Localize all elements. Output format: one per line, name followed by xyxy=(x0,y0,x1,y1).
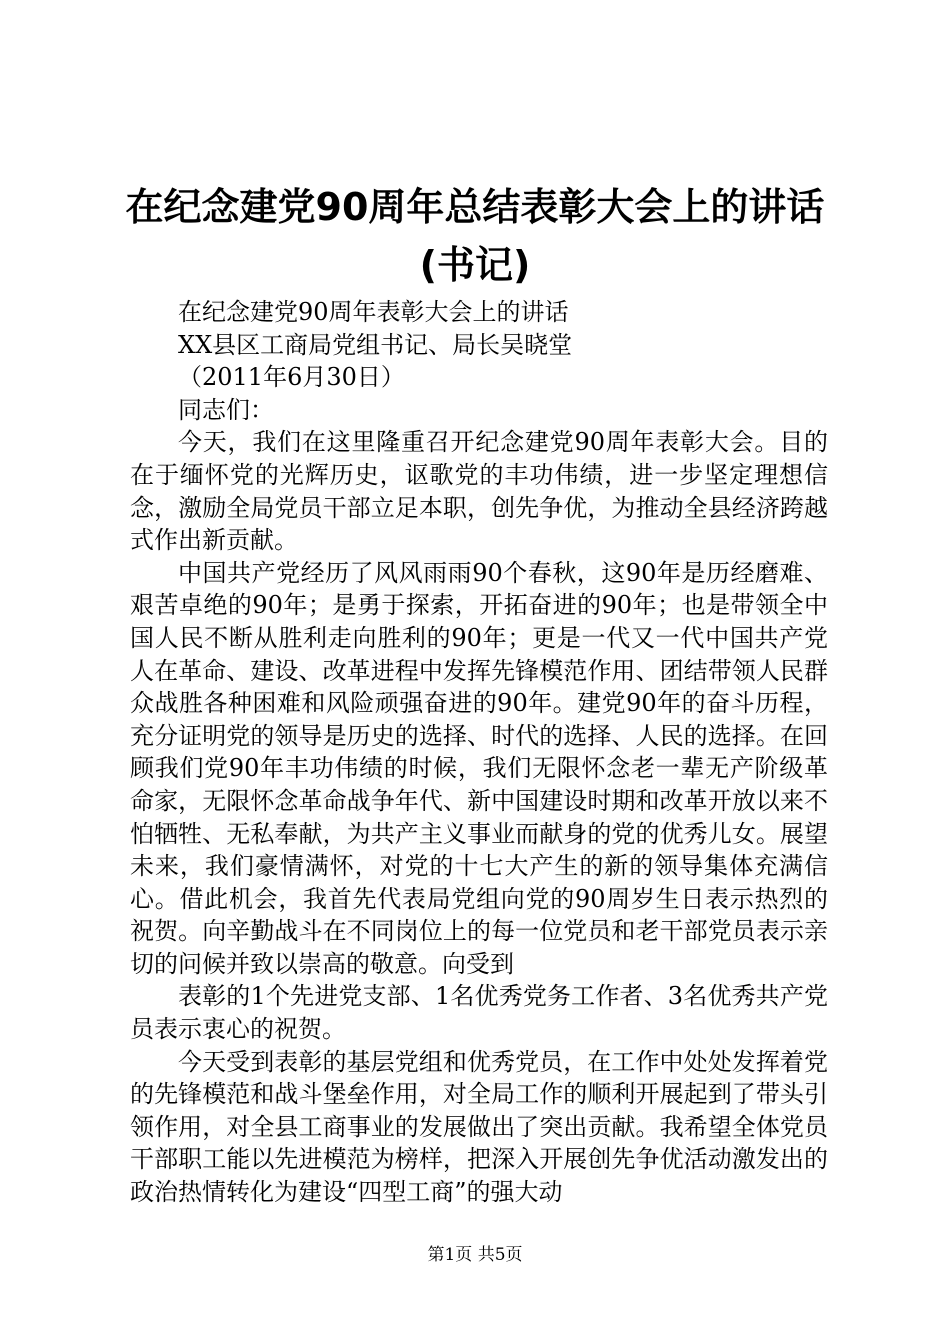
speech-date: （2011年6月30日） xyxy=(178,363,405,392)
paragraph: 中国共产党经历了风风雨雨90个春秋，这90年是历经磨难、艰苦卓绝的90年；是勇于探索，开拓奋进的90年；也是带领全中国人民不断从胜利走向胜利的90年；更是一代又一代中国共产党人在革命、建设、改革进程中发挥先锋模范作用、团结带领人民群众战胜各种困难和风险顽强奋进的90年。建党90年的奋斗历程，充分证明党的领导是历史的选择、时代的选择、人民的选择。在回顾我们党90年丰功伟绩的时候，我们无限怀念老一辈无产阶级革命家，无限怀念革命战争年代、新中国建设时期和改革开放以来不怕牺牲、无私奉献，为共产主义事业而献身的党的优秀儿女。展望未来，我们豪情满怀，对党的十七大产生的新的领导集体充满信心。借此机会，我首先代表局党组向党的90周岁生日表示热烈的祝贺。向辛勤战斗在不同岗位上的每一位党员和老干部党员表示亲切的问候并致以崇高的敬意。向受到 xyxy=(130,558,828,978)
speech-author: XX县区工商局党组书记、局长吴晓堂 xyxy=(178,330,573,359)
paragraph: 今天受到表彰的基层党组和优秀党员，在工作中处处发挥着党的先锋模范和战斗堡垒作用，对全局工作的顺利开展起到了带头引领作用，对全县工商事业的发展做出了突出贡献。我希望全体党员干部职工能以先进模范为榜样，把深入开展创先争优活动激发出的政治热情转化为建设“四型工商”的强大动 xyxy=(130,1047,828,1207)
paragraph: 表彰的1个先进党支部、1名优秀党务工作者、3名优秀共产党员表示衷心的祝贺。 xyxy=(130,982,828,1044)
document-title: 在纪念建党90周年总结表彰大会上的讲话(书记) xyxy=(125,185,825,287)
page-footer: 第1页 共5页 xyxy=(427,1245,523,1265)
document-body xyxy=(130,296,828,1209)
speech-subtitle: 在纪念建党90周年表彰大会上的讲话 xyxy=(178,298,569,326)
speech-salutation: 同志们： xyxy=(178,395,274,424)
paragraph: 今天，我们在这里隆重召开纪念建党90周年表彰大会。目的在于缅怀党的光辉历史，讴歌党的丰功伟绩，进一步坚定理想信念，激励全局党员干部立足本职，创先争优，为推动全县经济跨越式作出新贡献。 xyxy=(130,428,828,555)
